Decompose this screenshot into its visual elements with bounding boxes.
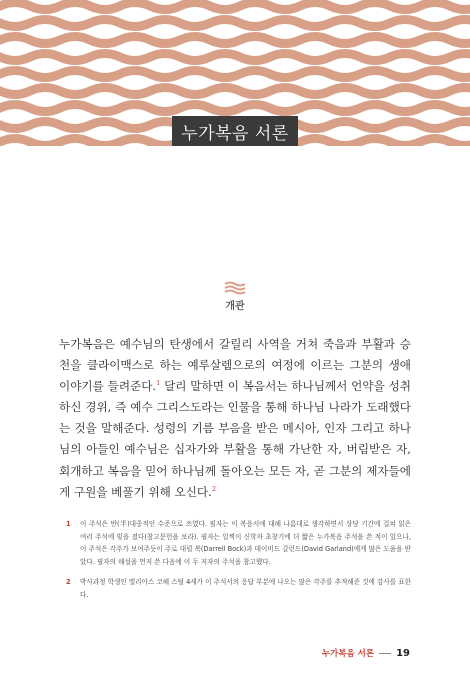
page-number: 19 bbox=[396, 647, 410, 659]
body-text-part-1: 누가복음은 예수님의 탄생에서 갈릴리 사역을 거쳐 죽음과 부활과 승천을 클라이맥스로 하는 예루살렘으로의 여정에 이르는 그분의 생애 이야기를 들려준다. bbox=[59, 337, 411, 394]
wave-line bbox=[0, 54, 470, 61]
section-heading: 개관 bbox=[225, 301, 245, 312]
footnote-ref-1[interactable]: 1 bbox=[156, 379, 161, 388]
page-footer bbox=[322, 647, 410, 659]
chapter-title-text: 누가복음 서론 bbox=[181, 123, 289, 144]
wave-line bbox=[0, 71, 470, 78]
footnote-number: 2 bbox=[66, 578, 71, 587]
footnote-2 bbox=[66, 576, 411, 601]
wave-line bbox=[0, 37, 470, 44]
footnote-number: 1 bbox=[66, 520, 71, 528]
body-paragraph bbox=[59, 334, 411, 503]
wave-line bbox=[0, 88, 470, 95]
wave-line bbox=[0, 20, 470, 27]
running-footer-title: 누가복음 서론 bbox=[321, 649, 375, 659]
footnote-text: 박사과정 학생인 엘리아스 코헤 스털 4세가 이 주석서의 응답 부분에 나오는 많은 각주를 추적해준 것에 감사를 표한다. bbox=[80, 578, 411, 599]
wave-line bbox=[0, 3, 470, 10]
footnotes bbox=[66, 518, 411, 610]
body-text-part-2: 달리 말하면 이 복음서는 하나님께서 언약을 성취하신 경위, 즉 예수 그리스도라는 인물을 통해 하나님 나라가 도래했다는 것을 말해준다. 성령의 기름 부음을 받은 메시아, 인자 그리고 하나님의 아들인 예수님은 십자가와 부활을 통해 가난한 자, 버림받은 자, 회개하고 복음을 믿어 하나님께 돌아오는 모든 자, 곧 그분의 제자들에게 구원을 베풀기 위해 오신다. bbox=[59, 379, 411, 499]
footer-divider bbox=[379, 653, 391, 654]
heading-ornament-icon bbox=[224, 281, 246, 295]
footnote-text: 이 주석은 반(半)대중적인 수준으로 쓰였다. 필자는 이 복음서에 대해 나름대로 생각하면서 상당 기간에 걸쳐 읽은 여러 주석에 빚을 졌다(참고문헌을 보라). 필자는 일찍이 신학자 초창기에 더 짧은 누가복음 주석을 쓴 적이 있으나, 이 주석은 각주가 보여주듯이 주로 대럴 복(Darrell Bock)과 데이비드 갈런드(David Garland)에게 많은 도움을 받았다. 필자의 해설을 먼저 쓴 다음에 이 두 저자의 주석을 참고했다. bbox=[80, 520, 411, 566]
chapter-title bbox=[172, 116, 298, 146]
footnote-ref-2[interactable]: 2 bbox=[211, 484, 216, 493]
footnote-1 bbox=[66, 518, 411, 568]
wave-line bbox=[0, 105, 470, 112]
